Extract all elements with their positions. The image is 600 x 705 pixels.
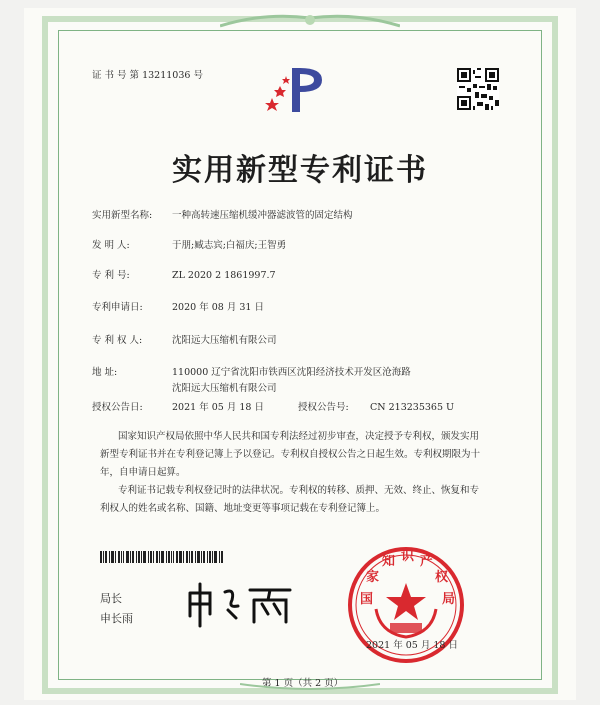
utility-model-name-value: 一种高转速压缩机缓冲器滤波管的固定结构 bbox=[172, 210, 353, 221]
director-name-label: 申长雨 bbox=[100, 612, 133, 625]
grant-number-value: CN 213235365 U bbox=[370, 402, 455, 413]
patent-office-logo-icon bbox=[262, 62, 330, 114]
paragraph-line: 新型专利证书并在专利登记簿上予以登记。专利权自授权公告之日起生效。专利权期限为十 bbox=[100, 449, 481, 460]
patentee-value: 沈阳远大压缩机有限公司 bbox=[172, 335, 277, 346]
grant-date-value: 2021 年 05 月 18 日 bbox=[172, 402, 264, 413]
qr-code-icon bbox=[457, 68, 499, 110]
barcode-icon bbox=[100, 551, 265, 563]
address-value-line2: 沈阳远大压缩机有限公司 bbox=[172, 383, 277, 394]
utility-model-name-label: 实用新型名称: bbox=[92, 210, 153, 221]
seal-char: 识 bbox=[401, 549, 415, 564]
legal-paragraph-1 bbox=[100, 428, 500, 482]
seal-date: 2021 年 05 月 18 日 bbox=[366, 640, 458, 651]
inventors-value: 于朋;臧志宾;白福庆;王智勇 bbox=[172, 240, 287, 251]
paragraph-line: 利权人的姓名或名称、国籍、地址变更等事项记载在专利登记簿上。 bbox=[100, 503, 386, 514]
seal-char: 国 bbox=[360, 592, 374, 607]
seal-char: 产 bbox=[420, 554, 434, 569]
certificate-number: 证 书 号 第 13211036 号 bbox=[92, 70, 203, 81]
paragraph-line: 年，自申请日起算。 bbox=[100, 467, 186, 478]
address-label: 地 址: bbox=[92, 367, 118, 378]
handwritten-signature bbox=[180, 578, 300, 628]
patent-number-label: 专 利 号: bbox=[92, 270, 130, 281]
patentee-label: 专 利 权 人: bbox=[92, 335, 143, 346]
legal-paragraph-2 bbox=[100, 482, 500, 518]
seal-char: 局 bbox=[442, 592, 456, 607]
director-title-label: 局长 bbox=[100, 592, 122, 605]
patent-number-value: ZL 2020 2 1861997.7 bbox=[172, 270, 276, 281]
certificate-title: 实用新型专利证书 bbox=[172, 153, 428, 188]
decorative-inner-border bbox=[58, 30, 542, 680]
seal-char: 权 bbox=[435, 570, 449, 585]
paragraph-line: 专利证书记载专利权登记时的法律状况。专利权的转移、质押、无效、终止、恢复和专 bbox=[118, 485, 480, 496]
grant-date-label: 授权公告日: bbox=[92, 402, 143, 413]
application-date-label: 专利申请日: bbox=[92, 302, 143, 313]
seal-char: 知 bbox=[382, 554, 396, 569]
seal-char: 家 bbox=[366, 570, 380, 585]
inventors-label: 发 明 人: bbox=[92, 240, 130, 251]
address-value-line1: 110000 辽宁省沈阳市铁西区沈阳经济技术开发区沧海路 bbox=[172, 367, 411, 378]
top-ornament-icon bbox=[220, 12, 400, 30]
application-date-value: 2020 年 08 月 31 日 bbox=[172, 302, 264, 313]
page-indicator: 第 1 页（共 2 页） bbox=[262, 678, 344, 689]
bottom-ornament-icon bbox=[240, 682, 380, 692]
grant-number-label: 授权公告号: bbox=[298, 402, 349, 413]
paragraph-line: 国家知识产权局依照中华人民共和国专利法经过初步审查，决定授予专利权，颁发实用 bbox=[118, 431, 480, 442]
